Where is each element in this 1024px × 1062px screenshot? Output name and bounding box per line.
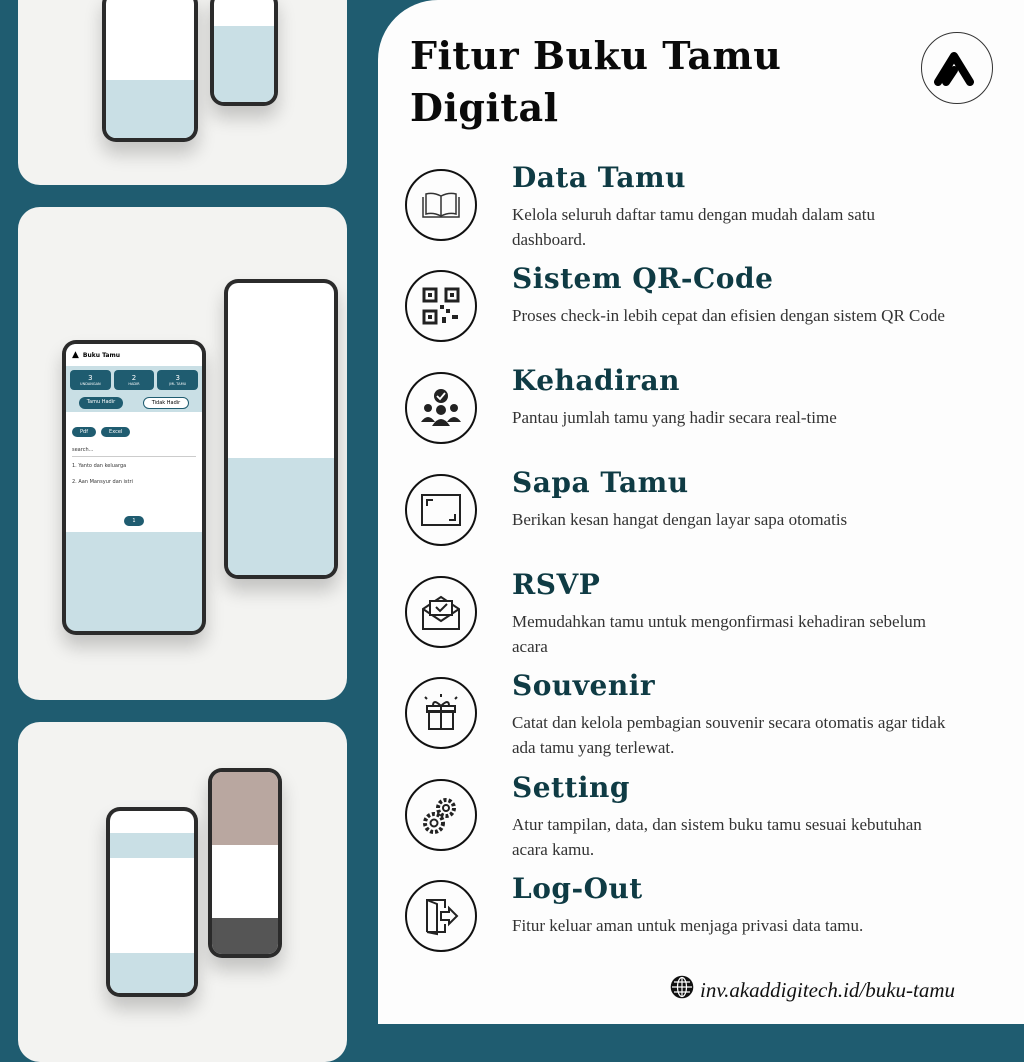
feature-title: Data Tamu <box>512 161 687 194</box>
attendance-icon <box>405 372 477 444</box>
brand-logo <box>921 32 993 104</box>
feature-log-out <box>405 872 1005 980</box>
feature-desc: Catat dan kelola pembagian souvenir secara otomatis agar tidak ada tamu yang terlewat. <box>512 713 946 757</box>
feature-desc: Atur tampilan, data, dan sistem buku tamu sesuai kebutuhan acara kamu. <box>512 815 922 859</box>
feature-desc: Proses check-in lebih cepat dan efisien dengan sistem QR Code <box>512 306 945 325</box>
feature-desc: Fitur keluar aman untuk menjaga privasi data tamu. <box>512 916 864 935</box>
page-title: Fitur Buku Tamu Digital <box>410 33 782 130</box>
excel-button[interactable]: Excel <box>101 427 130 437</box>
footer-url[interactable]: inv.akaddigitech.id/buku-tamu <box>700 977 956 1002</box>
feature-title: Sapa Tamu <box>512 466 689 499</box>
feature-sapa-tamu <box>405 466 1005 574</box>
stat-hadir: 2 HADIR <box>114 370 155 390</box>
feature-rsvp <box>405 568 1005 676</box>
search-input[interactable]: search... <box>72 447 196 457</box>
phone-mockup <box>210 0 278 106</box>
feature-desc: Pantau jumlah tamu yang hadir secara real-time <box>512 408 837 427</box>
feature-title: Souvenir <box>512 669 656 702</box>
feature-title: Kehadiran <box>512 364 681 397</box>
feature-desc: Memudahkan tamu untuk mengonfirmasi kehadiran sebelum acara <box>512 612 927 656</box>
feature-title: Sistem QR-Code <box>512 262 774 295</box>
mockup-card-top <box>18 0 347 185</box>
app-logo: ▲ <box>72 350 79 360</box>
feature-title: Log-Out <box>512 872 643 905</box>
screen-frame-icon <box>405 474 477 546</box>
gear-icon <box>405 779 477 851</box>
qr-code-icon <box>405 270 477 342</box>
gift-icon <box>405 677 477 749</box>
tab-tidak-hadir[interactable]: Tidak Hadir <box>143 397 189 409</box>
feature-kehadiran <box>405 364 1005 472</box>
stat-jml-tamu: 3 JML TAMU <box>157 370 198 390</box>
book-icon <box>405 169 477 241</box>
guest-row: 2. Aan Mansyur dan istri <box>72 479 133 485</box>
feature-desc: Kelola seluruh daftar tamu dengan mudah dalam satu dashboard. <box>512 205 876 249</box>
feature-souvenir <box>405 669 1005 777</box>
feature-setting <box>405 771 1005 879</box>
footer-link[interactable] <box>670 975 955 1005</box>
logout-door-icon <box>405 880 477 952</box>
envelope-check-icon <box>405 576 477 648</box>
phone-mockup <box>102 0 198 142</box>
phone-mockup-back <box>224 279 338 579</box>
pagination[interactable]: 1 <box>124 516 143 526</box>
phone-mockup-back <box>208 768 282 958</box>
feature-title: RSVP <box>512 568 601 601</box>
feature-title: Setting <box>512 771 630 804</box>
app-name: Buku Tamu <box>82 351 121 359</box>
mockup-card-middle <box>18 207 347 700</box>
feature-qr-code <box>405 262 1005 370</box>
phone-mockup-front <box>106 807 198 997</box>
feature-data-tamu <box>405 161 1005 269</box>
mockup-card-bottom <box>18 722 347 1062</box>
stat-undangan: 3 UNDANGAN <box>70 370 111 390</box>
feature-desc: Berikan kesan hangat dengan layar sapa otomatis <box>512 510 848 529</box>
features-panel <box>378 0 1024 1024</box>
globe-icon <box>670 975 694 1005</box>
tab-tamu-hadir[interactable]: Tamu Hadir <box>79 397 123 409</box>
pdf-button[interactable]: Pdf <box>72 427 96 437</box>
phone-mockup-front <box>62 340 206 635</box>
guest-row: 1. Yanto dan keluarga <box>72 463 127 469</box>
